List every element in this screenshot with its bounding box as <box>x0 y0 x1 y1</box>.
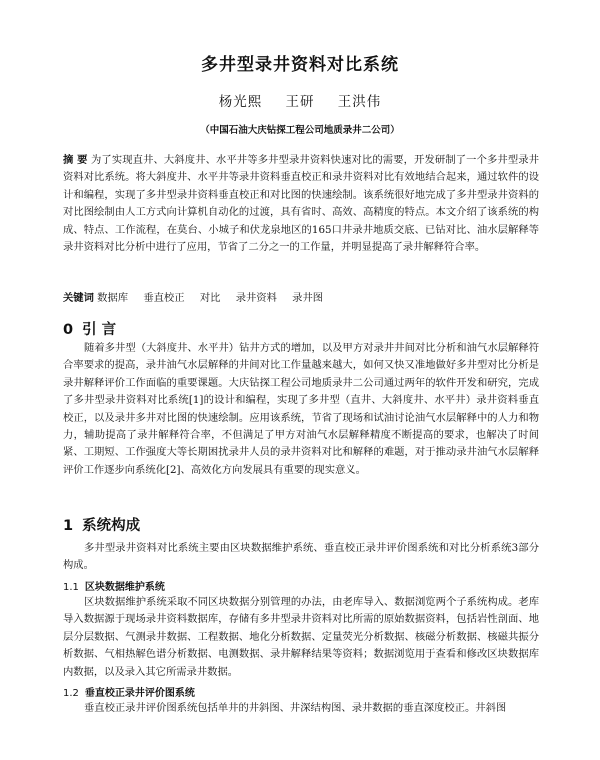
paper-authors: 杨光熙 王研 王洪伟 <box>218 94 382 110</box>
paper-affiliation: （中国石油大庆钻探工程公司地质录井二公司） <box>200 125 400 136</box>
subsection-heading-vertical-correction <box>63 684 195 699</box>
section-title: 系统构成 <box>82 518 141 534</box>
subsection-title: 垂直校正录井评价图系统 <box>84 688 195 699</box>
section-number: 0 <box>63 322 74 338</box>
section-number: 1 <box>63 518 74 534</box>
subsection-heading-data-maintenance <box>63 578 165 593</box>
keyword: 录井资料 <box>235 292 277 304</box>
abstract-label: 摘 要 <box>63 154 88 166</box>
keyword: 录井图 <box>292 292 324 304</box>
subsection-title: 区块数据维护系统 <box>84 582 165 593</box>
vertical-correction-paragraph: 垂直校正录井评价图系统包括单井的井斜图、井深结构图、录井数据的垂直深度校正。井斜图 <box>84 702 507 714</box>
keyword: 对比 <box>199 292 221 304</box>
abstract <box>63 152 539 256</box>
subsection-number: 1.2 <box>63 688 79 699</box>
system-paragraph: 多井型录井资料对比系统主要由区块数据维护系统、垂直校正录井评价图系统和对比分析系统3部分构成。 <box>63 542 539 572</box>
data-maintenance-paragraph: 区块数据维护系统采取不同区块数据分别管理的办法，由老库导入、数据浏览两个子系统构成。老库导入数据源于现场录井资料数据库，存储有多井型录井资料对比所需的原始数据资料，包括岩性剖面、地层分层数据、气测录井数据、工程数据、地化分析数据、定量荧光分析数据、核磁分析数据、核磁共振分析数据、气相热解色谱分析数据、电测数据、录井解释结果等资料；数据浏览用于查看和修改区块数据库内数据，以及录入其它所需录井数据。 <box>63 596 539 678</box>
keywords-label: 关键词 <box>63 292 94 304</box>
section-title: 引 言 <box>82 322 117 338</box>
abstract-text: 为了实现直井、大斜度井、水平井等多井型录井资料快速对比的需要，开发研制了一个多井型录井资料对比系统。将大斜度井、水平井等录井资料垂直校正和录井资料对比有效地结合起来，通过软件的设计和编程，实现了多井型录井资料垂直校正和对比图的快速绘制。该系统很好地完成了多井型录井资料的对比图绘制由人工方式向计算机自动化的过渡，具有省时、高效、高精度的特点。本文介绍了该系统的构成、特点、工作流程，在莫台、小城子和伏龙泉地区的165口井录井地质交底、已钻对比、油水层解释等录井资料对比分析中进行了应用，节省了二分之一的工作量，并明显提高了录井解释符合率。 <box>63 154 539 254</box>
keywords <box>63 290 539 307</box>
paper-title: 多井型录井资料对比系统 <box>201 55 399 75</box>
subsection-number: 1.1 <box>63 582 79 593</box>
section-heading-introduction <box>63 318 116 339</box>
intro-paragraph: 随着多井型（大斜度井、水平井）钻井方式的增加，以及甲方对录井井间对比分析和油气水层解释符合率要求的提高，录井油气水层解释的井间对比工作量越来越大，如何又快又准地做好多井型对比分析是录井解释评价工作面临的重要课题。大庆钻探工程公司地质录井二公司通过两年的软件开发和研究，完成了多井型录井资料对比系统[1]的设计和编程，实现了多井型（直井、大斜度井、水平井）录井资料垂直校正，以及录井多井对比图的快速绘制。应用该系统，节省了现场和试油讨论油气水层解释中的人力和物力，辅助提高了录井解释符合率，不但满足了甲方对油气水层解释精度不断提高的要求，也解决了时间紧、工期短、工作强度大等长期困扰录井人员的录井资料对比和解释的难题，对于推动录井油气水层解释评价工作逐步向系统化[2]、高效化方向发展具有重要的现实意义。 <box>63 342 539 476</box>
section-heading-system <box>63 514 140 535</box>
keyword: 垂直校正 <box>143 292 185 304</box>
keyword: 数据库 <box>97 292 129 304</box>
